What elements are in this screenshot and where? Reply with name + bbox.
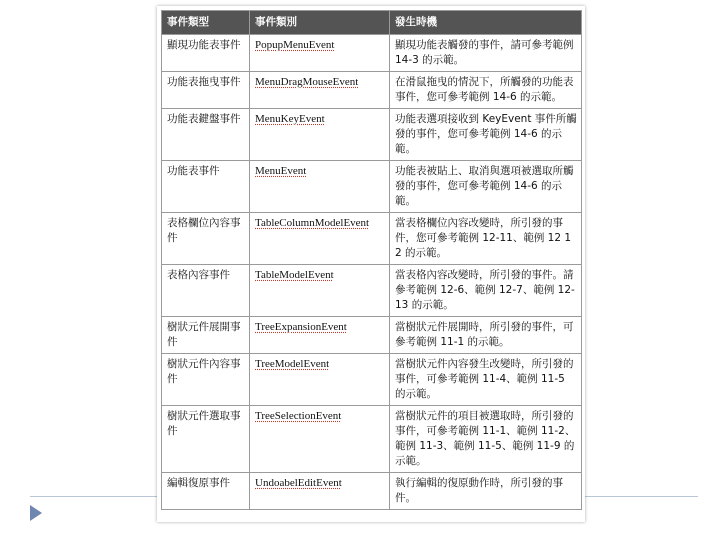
cell-occurrence: 執行編輯的復原動作時，所引發的事件。	[390, 473, 582, 510]
table-row	[162, 354, 582, 406]
table-image-frame	[157, 6, 585, 522]
cell-event-type: 功能表拖曳事件	[162, 72, 250, 109]
cell-occurrence: 功能表被貼上、取消與選項被選取所觸發的事件，您可參考範例 14-6 的示範。	[390, 161, 582, 213]
cell-occurrence: 當樹狀元件展開時，所引發的事件，可參考範例 11-1 的示範。	[390, 317, 582, 354]
cell-event-type: 樹狀元件內容事件	[162, 354, 250, 406]
table-row	[162, 473, 582, 510]
table-row	[162, 265, 582, 317]
table-row	[162, 109, 582, 161]
table-row	[162, 35, 582, 72]
cell-occurrence: 當樹狀元件內容發生改變時，所引發的事件，可參考範例 11-4、範例 11-5 的示範。	[390, 354, 582, 406]
table-header-row	[162, 11, 582, 35]
triangle-bullet-icon	[30, 505, 42, 521]
cell-event-class: UndoabelEditEvent	[250, 473, 390, 510]
cell-occurrence: 顯現功能表觸發的事件，請可參考範例 14-3 的示範。	[390, 35, 582, 72]
slide-divider-line-right	[585, 496, 698, 497]
table-row	[162, 72, 582, 109]
table-row	[162, 213, 582, 265]
cell-occurrence: 功能表選項接收到 KeyEvent 事件所觸發的事件，您可參考範例 14-6 的示範。	[390, 109, 582, 161]
cell-occurrence: 當樹狀元件的項目被選取時，所引發的事件，可參考範例 11-1、範例 11-2、範例 11-3、範例 11-5、範例 11-9 的示範。	[390, 406, 582, 473]
cell-occurrence: 當表格內容改變時，所引發的事件。請參考範例 12-6、範例 12-7、範例 12-13 的示範。	[390, 265, 582, 317]
header-occurrence: 發生時機	[390, 11, 582, 35]
cell-event-class: TableColumnModelEvent	[250, 213, 390, 265]
event-table	[161, 10, 582, 510]
cell-event-type: 表格欄位內容事件	[162, 213, 250, 265]
slide-divider-line-left	[30, 496, 157, 497]
cell-event-class: MenuDragMouseEvent	[250, 72, 390, 109]
cell-event-class: TreeSelectionEvent	[250, 406, 390, 473]
header-event-class: 事件類別	[250, 11, 390, 35]
cell-event-class: TableModelEvent	[250, 265, 390, 317]
cell-event-class: TreeExpansionEvent	[250, 317, 390, 354]
table-row	[162, 406, 582, 473]
cell-event-type: 功能表事件	[162, 161, 250, 213]
cell-event-type: 樹狀元件展開事件	[162, 317, 250, 354]
cell-event-type: 樹狀元件選取事件	[162, 406, 250, 473]
cell-occurrence: 在滑鼠拖曳的情況下，所觸發的功能表事件，您可參考範例 14-6 的示範。	[390, 72, 582, 109]
table-row	[162, 317, 582, 354]
header-event-type: 事件類型	[162, 11, 250, 35]
cell-event-type: 功能表鍵盤事件	[162, 109, 250, 161]
cell-event-class: MenuKeyEvent	[250, 109, 390, 161]
cell-event-class: MenuEvent	[250, 161, 390, 213]
cell-event-type: 顯現功能表事件	[162, 35, 250, 72]
cell-occurrence: 當表格欄位內容改變時，所引發的事件，您可參考範例 12-11、範例 12 12 的示範。	[390, 213, 582, 265]
table-row	[162, 161, 582, 213]
cell-event-class: PopupMenuEvent	[250, 35, 390, 72]
cell-event-type: 表格內容事件	[162, 265, 250, 317]
cell-event-class: TreeModelEvent	[250, 354, 390, 406]
cell-event-type: 編輯復原事件	[162, 473, 250, 510]
